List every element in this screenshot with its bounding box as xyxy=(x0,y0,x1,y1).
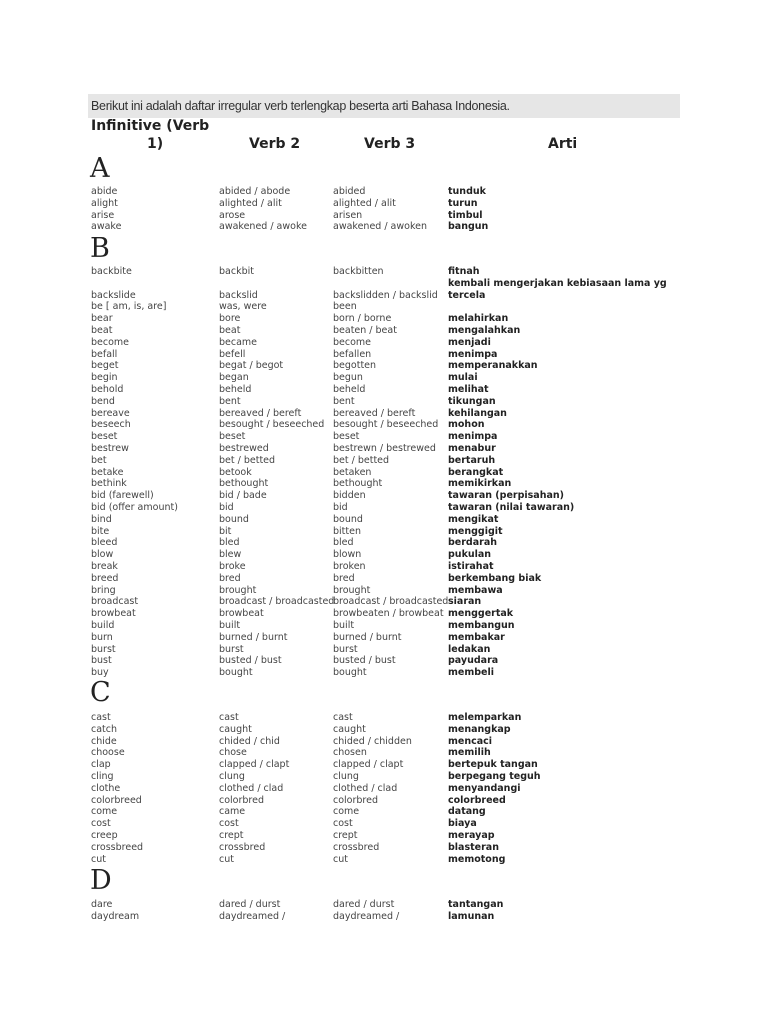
verb-arti: membawa xyxy=(448,584,503,596)
table-row xyxy=(0,830,768,842)
verb-2: beheld xyxy=(219,384,252,395)
table-row xyxy=(0,644,768,656)
verb-arti: membangun xyxy=(448,620,515,631)
verb-infinitive: beset xyxy=(91,431,118,443)
verb-arti: menggigit xyxy=(448,525,503,537)
verb-3: dared / durst xyxy=(333,899,395,910)
verb-2: broadcast / broadcasted xyxy=(219,596,335,608)
verb-arti: mulai xyxy=(448,372,478,384)
verb-2: clung xyxy=(219,771,245,782)
table-row xyxy=(0,396,768,408)
table-row xyxy=(0,278,768,290)
verb-3: bereaved / bereft xyxy=(333,407,416,419)
verb-arti: berkembang biak xyxy=(448,572,542,584)
verb-3: alighted / alit xyxy=(333,197,396,209)
verb-2: abided / abode xyxy=(219,186,291,197)
table-row xyxy=(0,854,768,866)
verb-arti: fitnah xyxy=(448,266,480,277)
verb-3: become xyxy=(333,336,372,348)
verb-arti: mohon xyxy=(448,419,485,431)
table-row xyxy=(0,667,768,679)
verb-3: chided / chidden xyxy=(333,735,412,747)
verb-infinitive: break xyxy=(91,561,118,572)
verb-2: cost xyxy=(219,818,239,830)
verb-infinitive: cost xyxy=(91,818,111,830)
verb-3: bidden xyxy=(333,490,366,502)
verb-infinitive: arise xyxy=(91,209,115,221)
verb-infinitive: clothe xyxy=(91,782,121,794)
header-infinitive: Infinitive (Verb xyxy=(91,118,210,134)
verb-3: born / borne xyxy=(333,313,392,325)
verb-2: cut xyxy=(219,853,234,865)
verb-3: daydreamed / xyxy=(333,910,400,922)
verb-infinitive: behold xyxy=(91,384,124,395)
verb-arti: bertaruh xyxy=(448,454,496,466)
verb-infinitive: beat xyxy=(91,325,113,336)
verb-3: colorbred xyxy=(333,794,378,806)
verb-infinitive: backslide xyxy=(91,289,136,301)
table-row xyxy=(0,842,768,854)
verb-3: abided xyxy=(333,186,366,197)
table-row xyxy=(0,408,768,420)
verb-2: bid / bade xyxy=(219,490,267,502)
section-letter: B xyxy=(90,233,110,264)
verb-2: besought / beseeched xyxy=(219,419,325,431)
verb-3: bet / betted xyxy=(333,454,390,466)
verb-2: bred xyxy=(219,572,241,584)
table-row xyxy=(0,455,768,467)
verb-infinitive: bestrew xyxy=(91,443,129,454)
table-row xyxy=(0,911,768,923)
verb-2: bore xyxy=(219,313,241,325)
verb-infinitive: cast xyxy=(91,712,111,723)
verb-arti: tawaran (nilai tawaran) xyxy=(448,502,575,513)
verb-arti: tantangan xyxy=(448,899,504,910)
verb-3: bid xyxy=(333,502,348,513)
header-arti: Arti xyxy=(548,136,578,152)
verb-2: bereaved / bereft xyxy=(219,407,302,419)
verb-infinitive: daydream xyxy=(91,910,140,922)
verb-arti: melihat xyxy=(448,384,489,395)
verb-2: befell xyxy=(219,348,246,360)
verb-3: crept xyxy=(333,830,358,841)
verb-2: burst xyxy=(219,643,244,655)
verb-arti: bangun xyxy=(448,221,489,233)
verb-2: arose xyxy=(219,209,246,221)
table-row xyxy=(0,759,768,771)
verb-arti: mengikat xyxy=(448,513,499,525)
verb-arti: menimpa xyxy=(448,348,498,360)
table-row xyxy=(0,608,768,620)
verb-3: come xyxy=(333,806,360,818)
verb-3: bethought xyxy=(333,478,383,490)
table-row xyxy=(0,537,768,549)
table-row xyxy=(0,526,768,538)
verb-3: browbeaten / browbeat xyxy=(333,608,444,620)
verb-2: bestrewed xyxy=(219,443,269,454)
verb-infinitive: dare xyxy=(91,899,113,910)
verb-2: dared / durst xyxy=(219,899,281,910)
table-row xyxy=(0,198,768,210)
verb-2: cast xyxy=(219,712,239,723)
verb-infinitive: bleed xyxy=(91,537,118,549)
verb-3: befallen xyxy=(333,348,372,360)
verb-arti: turun xyxy=(448,197,478,209)
verb-2: begat / begot xyxy=(219,360,284,372)
verb-2: crept xyxy=(219,830,244,841)
verb-2: backbit xyxy=(219,266,254,277)
verb-2: came xyxy=(219,806,246,818)
verb-infinitive: become xyxy=(91,336,130,348)
verb-infinitive: bring xyxy=(91,584,116,596)
verb-arti: payudara xyxy=(448,655,499,667)
table-row xyxy=(0,325,768,337)
verb-arti: tikungan xyxy=(448,395,496,407)
verb-2: bled xyxy=(219,537,240,549)
table-row xyxy=(0,490,768,502)
verb-3: bitten xyxy=(333,525,361,537)
verb-infinitive: bend xyxy=(91,395,115,407)
verb-3: begun xyxy=(333,372,363,384)
verb-3: bent xyxy=(333,395,355,407)
verb-2: bent xyxy=(219,395,241,407)
verb-infinitive: bereave xyxy=(91,407,130,419)
table-row xyxy=(0,210,768,222)
verb-2: broke xyxy=(219,561,246,572)
verb-arti: biaya xyxy=(448,818,477,830)
verb-3: awakened / awoken xyxy=(333,221,427,233)
verb-2: brought xyxy=(219,584,257,596)
table-row xyxy=(0,771,768,783)
verb-infinitive: bust xyxy=(91,655,112,667)
table-row xyxy=(0,561,768,573)
verb-infinitive: colorbreed xyxy=(91,794,142,806)
verb-3: clung xyxy=(333,771,359,782)
verb-2: burned / burnt xyxy=(219,631,288,643)
table-row xyxy=(0,443,768,455)
verb-arti: melemparkan xyxy=(448,712,522,723)
verb-arti: ledakan xyxy=(448,643,491,655)
verb-arti: colorbreed xyxy=(448,794,506,806)
verb-infinitive: catch xyxy=(91,723,118,735)
verb-2: awakened / awoke xyxy=(219,221,307,233)
verb-3: broadcast / broadcasted xyxy=(333,596,449,608)
verb-infinitive: bite xyxy=(91,525,110,537)
verb-arti: berdarah xyxy=(448,537,497,549)
verb-infinitive: burst xyxy=(91,643,116,655)
verb-3: begotten xyxy=(333,360,377,372)
table-row xyxy=(0,795,768,807)
header-infinitive-cont: 1) xyxy=(147,136,164,152)
verb-2: busted / bust xyxy=(219,655,282,667)
verb-arti: melahirkan xyxy=(448,313,509,325)
verb-3: beaten / beat xyxy=(333,325,397,336)
table-row xyxy=(0,724,768,736)
verb-3: burned / burnt xyxy=(333,631,402,643)
verb-3: bound xyxy=(333,513,363,525)
verb-3: betaken xyxy=(333,466,372,478)
table-row xyxy=(0,431,768,443)
table-row xyxy=(0,467,768,479)
verb-2: chose xyxy=(219,747,247,759)
verb-3: beset xyxy=(333,431,360,443)
verb-2: bound xyxy=(219,513,249,525)
verb-arti: berpegang teguh xyxy=(448,771,541,782)
verb-infinitive: build xyxy=(91,620,115,631)
verb-infinitive: bind xyxy=(91,513,112,525)
verb-infinitive: betake xyxy=(91,466,124,478)
verb-infinitive: beseech xyxy=(91,419,131,431)
verb-2: caught xyxy=(219,723,252,735)
verb-2: built xyxy=(219,620,241,631)
verb-infinitive: burn xyxy=(91,631,113,643)
verb-3: crossbred xyxy=(333,841,380,853)
table-row xyxy=(0,806,768,818)
verb-infinitive: choose xyxy=(91,747,125,759)
verb-arti: tercela xyxy=(448,289,486,301)
verb-3: cast xyxy=(333,712,353,723)
table-row xyxy=(0,655,768,667)
verb-2: blew xyxy=(219,549,242,561)
verb-arti: pukulan xyxy=(448,549,492,561)
verb-3: bred xyxy=(333,572,355,584)
verb-infinitive: clap xyxy=(91,759,111,771)
verb-arti: lamunan xyxy=(448,910,495,922)
verb-arti: berangkat xyxy=(448,466,504,478)
verb-2: bit xyxy=(219,525,232,537)
verb-infinitive: beget xyxy=(91,360,119,372)
table-row xyxy=(0,372,768,384)
verb-arti: mencaci xyxy=(448,735,493,747)
verb-infinitive: befall xyxy=(91,348,118,360)
table-row xyxy=(0,596,768,608)
verb-3: brought xyxy=(333,584,371,596)
verb-infinitive: breed xyxy=(91,572,119,584)
verb-arti: kehilangan xyxy=(448,407,507,419)
table-row xyxy=(0,290,768,302)
verb-arti: datang xyxy=(448,806,486,818)
verb-arti: menimpa xyxy=(448,431,498,443)
verb-3: been xyxy=(333,301,357,313)
verb-infinitive: browbeat xyxy=(91,608,136,620)
verb-infinitive: chide xyxy=(91,735,117,747)
verb-infinitive: abide xyxy=(91,186,118,197)
table-row xyxy=(0,313,768,325)
table-row xyxy=(0,620,768,632)
verb-arti: siaran xyxy=(448,596,482,608)
verb-infinitive: awake xyxy=(91,221,122,233)
verb-infinitive: bet xyxy=(91,454,107,466)
verb-arti: kembali mengerjakan kebiasaan lama yg xyxy=(448,277,667,289)
verb-infinitive: creep xyxy=(91,830,118,841)
verb-arti: memikirkan xyxy=(448,478,512,490)
verb-2: betook xyxy=(219,466,252,478)
verb-2: alighted / alit xyxy=(219,197,282,209)
verb-arti: membeli xyxy=(448,667,494,679)
header-verb2: Verb 2 xyxy=(249,136,301,152)
table-row xyxy=(0,502,768,514)
verb-3: clothed / clad xyxy=(333,782,398,794)
table-row xyxy=(0,301,768,313)
verb-2: beset xyxy=(219,431,246,443)
verb-3: arisen xyxy=(333,209,363,221)
table-row xyxy=(0,360,768,372)
verb-arti: menyandangi xyxy=(448,782,521,794)
table-row xyxy=(0,384,768,396)
verb-3: cost xyxy=(333,818,353,830)
verb-2: bethought xyxy=(219,478,269,490)
verb-arti: bertepuk tangan xyxy=(448,759,538,771)
table-row xyxy=(0,221,768,233)
verb-3: cut xyxy=(333,853,348,865)
verb-2: began xyxy=(219,372,249,384)
table-row xyxy=(0,573,768,585)
verb-3: backslidden / backslid xyxy=(333,289,438,301)
table-row xyxy=(0,736,768,748)
verb-arti: istirahat xyxy=(448,561,494,572)
verb-2: became xyxy=(219,336,258,348)
verb-2: daydreamed / xyxy=(219,910,286,922)
section-letter: D xyxy=(90,865,112,896)
verb-infinitive: blow xyxy=(91,549,114,561)
verb-infinitive: bethink xyxy=(91,478,127,490)
table-row xyxy=(0,349,768,361)
table-row xyxy=(0,585,768,597)
verb-2: bid xyxy=(219,502,234,513)
verb-3: bled xyxy=(333,537,354,549)
verb-infinitive: cut xyxy=(91,853,106,865)
verb-infinitive: crossbreed xyxy=(91,841,144,853)
verb-infinitive: bid (offer amount) xyxy=(91,502,178,513)
verb-2: colorbred xyxy=(219,794,264,806)
verb-2: clothed / clad xyxy=(219,782,284,794)
verb-infinitive: alight xyxy=(91,197,118,209)
table-row xyxy=(0,419,768,431)
verb-3: bought xyxy=(333,667,367,679)
verb-2: chided / chid xyxy=(219,735,280,747)
table-row xyxy=(0,899,768,911)
verb-2: clapped / clapt xyxy=(219,759,290,771)
verb-arti: memperanakkan xyxy=(448,360,538,372)
verb-3: built xyxy=(333,620,355,631)
verb-3: besought / beseeched xyxy=(333,419,439,431)
verb-arti: blasteran xyxy=(448,841,499,853)
verb-arti: menjadi xyxy=(448,336,491,348)
verb-infinitive: bear xyxy=(91,313,113,325)
verb-arti: menggertak xyxy=(448,608,514,620)
verb-infinitive: backbite xyxy=(91,266,132,277)
verb-3: blown xyxy=(333,549,362,561)
verb-2: browbeat xyxy=(219,608,264,620)
table-row xyxy=(0,712,768,724)
verb-infinitive: come xyxy=(91,806,118,818)
verb-2: bet / betted xyxy=(219,454,276,466)
verb-infinitive: bid (farewell) xyxy=(91,490,154,502)
table-row xyxy=(0,337,768,349)
verb-arti: menangkap xyxy=(448,723,511,735)
verb-3: caught xyxy=(333,723,366,735)
verb-3: burst xyxy=(333,643,358,655)
table-row xyxy=(0,549,768,561)
verb-2: backslid xyxy=(219,289,258,301)
table-row xyxy=(0,783,768,795)
table-row xyxy=(0,747,768,759)
verb-2: was, were xyxy=(219,301,267,313)
verb-3: beheld xyxy=(333,384,366,395)
table-row xyxy=(0,632,768,644)
verb-infinitive: broadcast xyxy=(91,596,139,608)
verb-arti: tawaran (perpisahan) xyxy=(448,490,564,502)
header-verb3: Verb 3 xyxy=(364,136,416,152)
verb-arti: memotong xyxy=(448,853,506,865)
verb-2: beat xyxy=(219,325,241,336)
table-row xyxy=(0,266,768,278)
table-row xyxy=(0,478,768,490)
verb-2: bought xyxy=(219,667,253,679)
verb-arti: menabur xyxy=(448,443,496,454)
verb-infinitive: cling xyxy=(91,771,114,782)
section-letter: C xyxy=(90,677,111,708)
verb-3: clapped / clapt xyxy=(333,759,404,771)
table-row xyxy=(0,514,768,526)
verb-2: crossbred xyxy=(219,841,266,853)
verb-arti: timbul xyxy=(448,209,483,221)
table-row xyxy=(0,818,768,830)
verb-arti: tunduk xyxy=(448,186,486,197)
verb-arti: mengalahkan xyxy=(448,325,521,336)
verb-3: chosen xyxy=(333,747,367,759)
section-letter: A xyxy=(90,153,110,184)
verb-3: backbitten xyxy=(333,266,384,277)
table-row xyxy=(0,186,768,198)
verb-3: busted / bust xyxy=(333,655,396,667)
verb-infinitive: be [ am, is, are] xyxy=(91,301,167,313)
intro-text: Berikut ini adalah daftar irregular verb terlengkap beserta arti Bahasa Indonesia. xyxy=(88,94,680,118)
verb-arti: memilih xyxy=(448,747,491,759)
verb-arti: membakar xyxy=(448,631,505,643)
verb-infinitive: buy xyxy=(91,667,109,679)
verb-arti: merayap xyxy=(448,830,495,841)
verb-3: bestrewn / bestrewed xyxy=(333,443,436,454)
verb-infinitive: begin xyxy=(91,372,118,384)
verb-3: broken xyxy=(333,561,366,572)
